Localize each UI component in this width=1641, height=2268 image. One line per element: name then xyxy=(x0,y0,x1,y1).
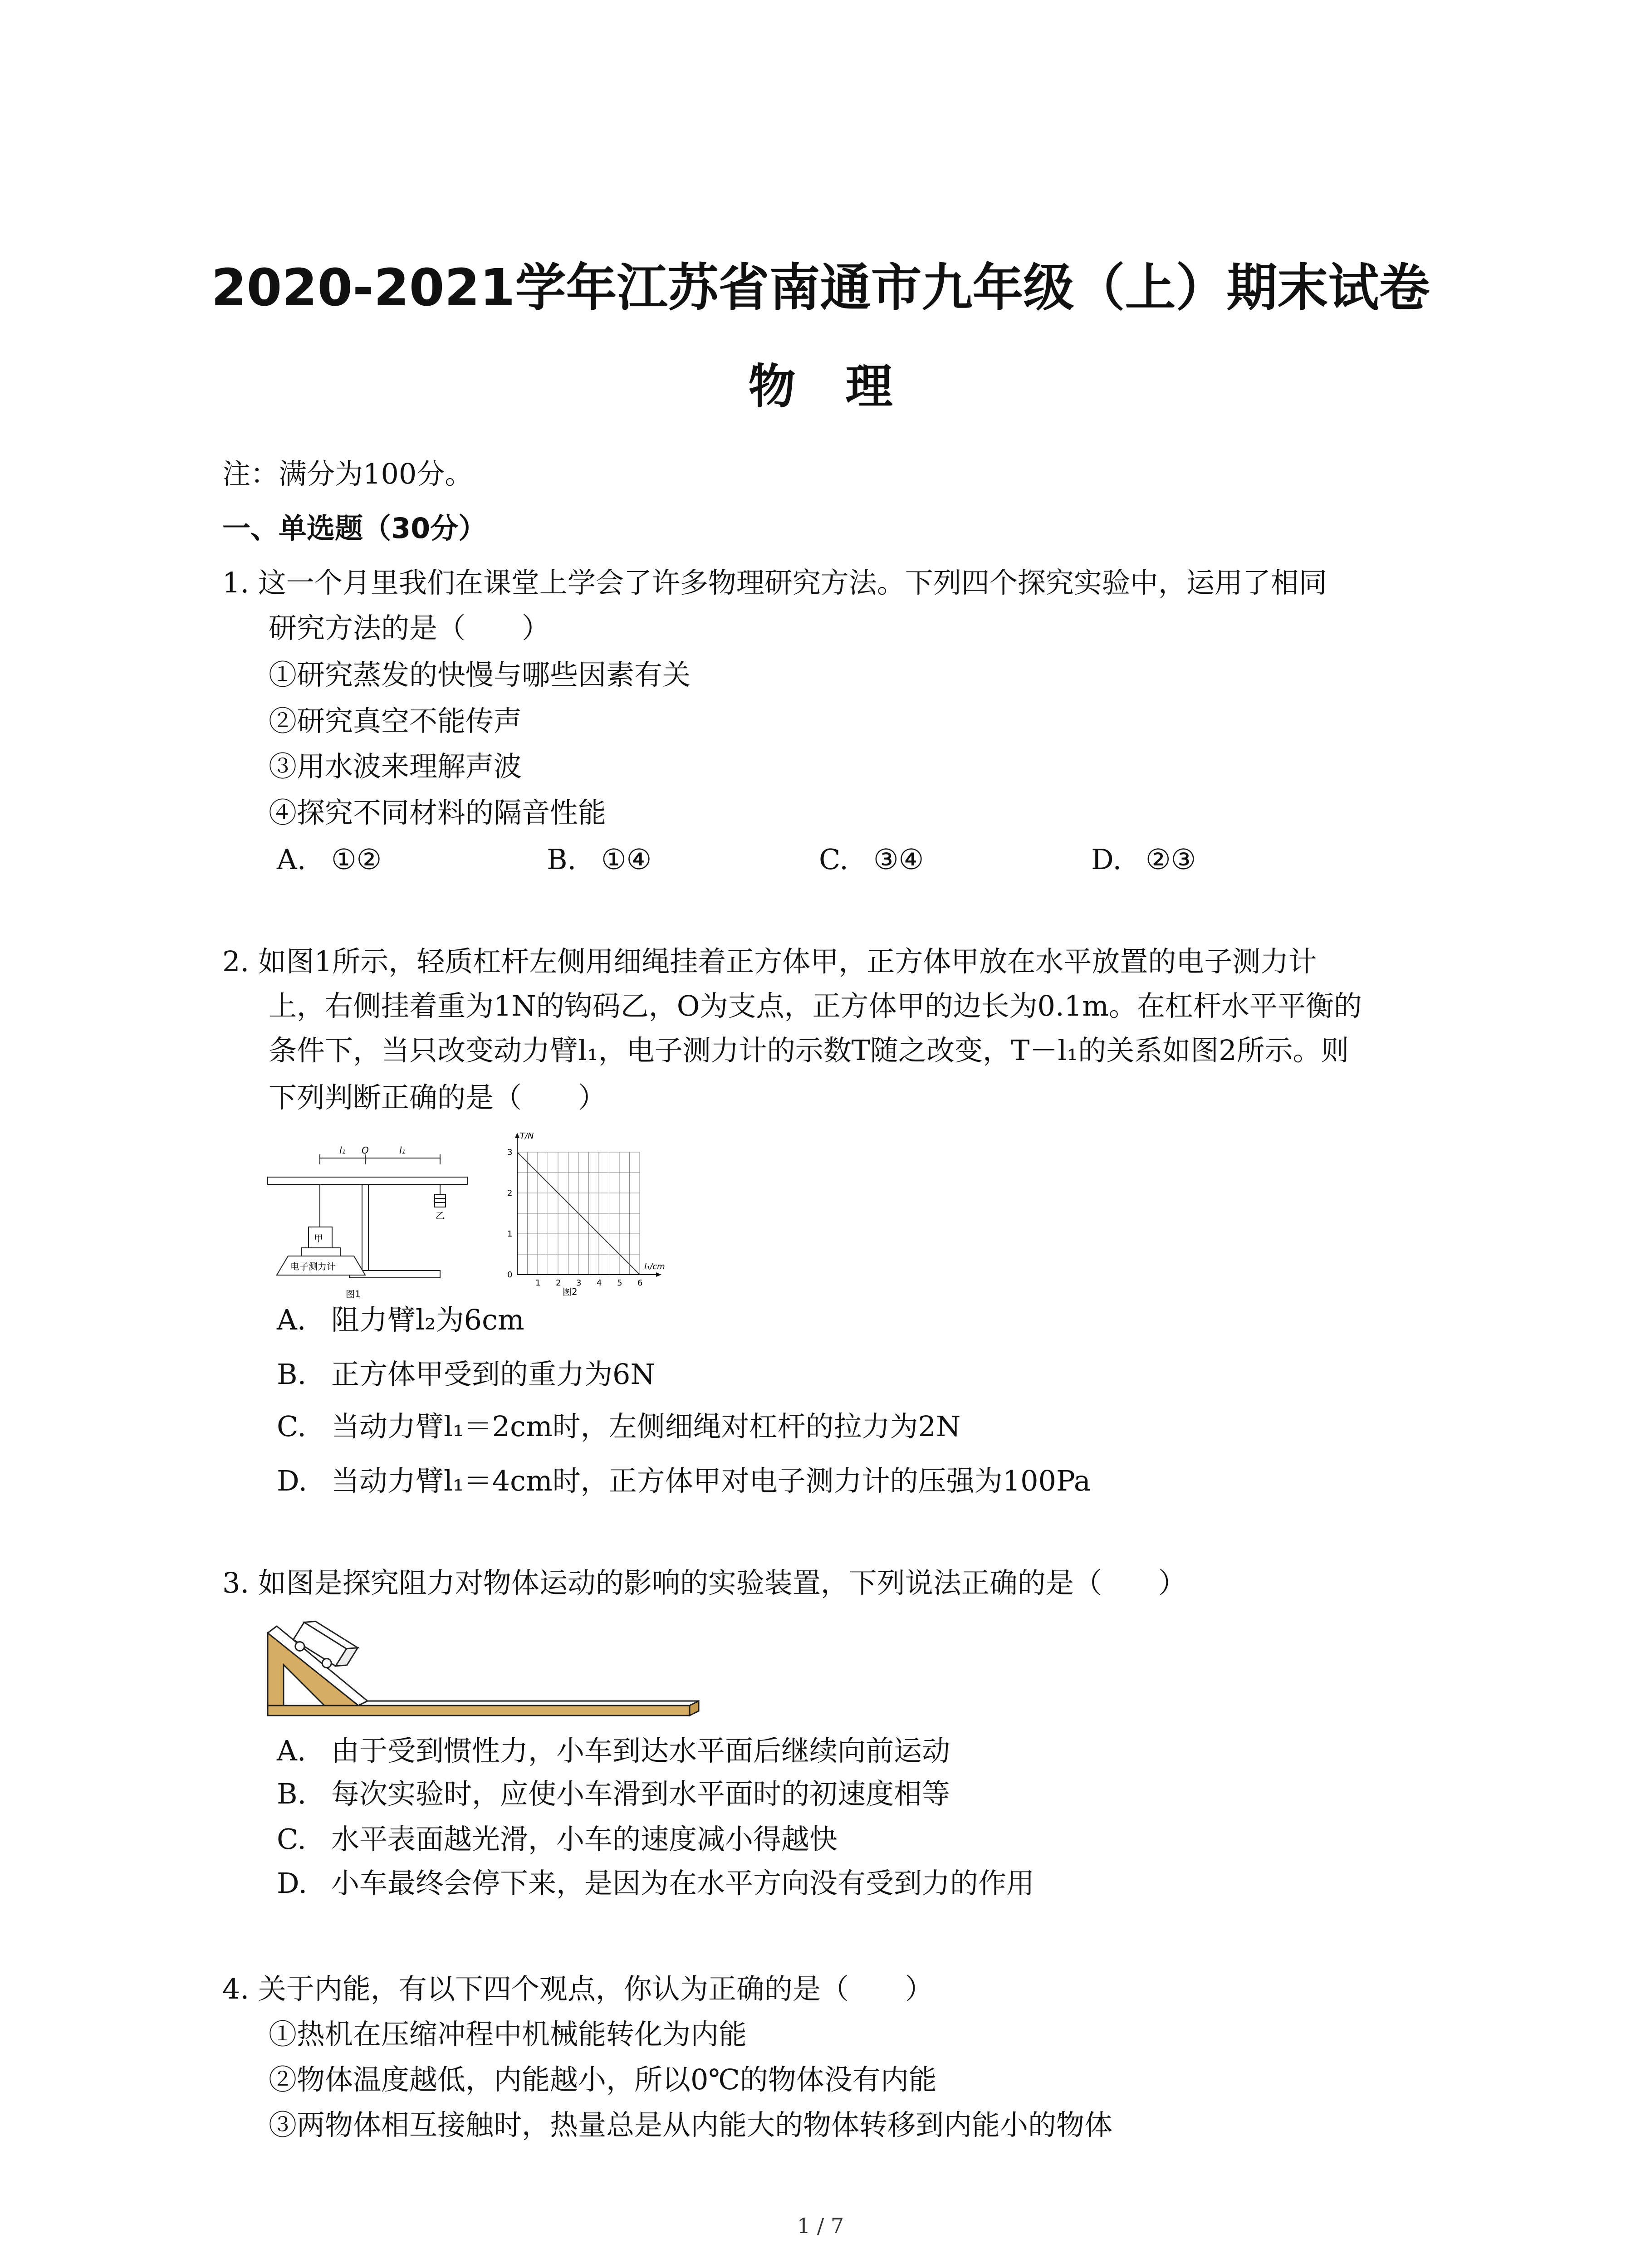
scale-pan xyxy=(302,1248,340,1256)
label-yi: 乙 xyxy=(436,1210,445,1221)
y-axis-label: T/N xyxy=(520,1131,534,1141)
option-letter: D. xyxy=(277,1867,308,1900)
x-tick-label: 5 xyxy=(617,1278,622,1288)
q2-stem-line2: 上，右侧挂着重为1N的钩码乙，O为支点，正方体甲的边长为0.1m。在杠杆水平平衡的 xyxy=(269,989,1362,1022)
option-text: 每次实验时，应使小车滑到水平面时的初速度相等 xyxy=(331,1777,950,1810)
option-letter: C. xyxy=(277,1823,306,1856)
q1-item-2: ②研究真空不能传声 xyxy=(269,704,522,738)
q2-option-b[interactable] xyxy=(277,1356,655,1393)
option-letter: B. xyxy=(547,843,577,876)
horizontal-board xyxy=(268,1706,690,1716)
q1-item-4: ④探究不同材料的隔音性能 xyxy=(269,796,607,829)
option-letter: A. xyxy=(277,1303,306,1336)
q1-option-c[interactable] xyxy=(819,841,924,878)
x-tick-label: 1 xyxy=(535,1278,541,1288)
x-tick-label: 4 xyxy=(597,1278,602,1288)
support-post xyxy=(362,1184,368,1275)
option-text: ②③ xyxy=(1146,843,1196,876)
figure2-caption: 图2 xyxy=(563,1286,578,1297)
q4-stem-line1: 4. 关于内能，有以下四个观点，你认为正确的是（ ） xyxy=(222,1972,933,2005)
q3-option-b[interactable] xyxy=(277,1776,950,1812)
x-tick-label: 3 xyxy=(576,1278,582,1288)
q1-item-1: ①研究蒸发的快慢与哪些因素有关 xyxy=(269,658,691,691)
q3-option-a[interactable] xyxy=(277,1733,950,1769)
q4-item-3: ③两物体相互接触时，热量总是从内能大的物体转移到内能小的物体 xyxy=(269,2108,1113,2141)
q3-stem-line1: 3. 如图是探究阻力对物体运动的影响的实验装置，下列说法正确的是（ ） xyxy=(222,1566,1186,1599)
q1-option-b[interactable] xyxy=(547,841,652,878)
option-text: ①④ xyxy=(601,843,652,876)
y-tick-label: 3 xyxy=(507,1148,513,1157)
label-l1-right: l₁ xyxy=(399,1145,406,1156)
option-letter: D. xyxy=(277,1464,308,1497)
option-text: ③④ xyxy=(873,843,924,876)
option-text: 由于受到惯性力，小车到达水平面后继续向前运动 xyxy=(331,1734,950,1767)
option-text: ①② xyxy=(331,843,382,876)
t-l1-chart xyxy=(490,1129,671,1302)
ramp-figure xyxy=(265,1613,701,1726)
figure1-caption: 图1 xyxy=(346,1289,361,1300)
q2-option-c[interactable] xyxy=(277,1408,960,1445)
label-scale: 电子测力计 xyxy=(290,1261,336,1272)
option-text: 正方体甲受到的重力为6N xyxy=(331,1358,655,1391)
option-text: 小车最终会停下来，是因为在水平方向没有受到力的作用 xyxy=(331,1867,1035,1900)
subject-title: 物理 xyxy=(748,359,943,414)
option-text: 水平表面越光滑，小车的速度减小得越快 xyxy=(331,1823,838,1856)
option-letter: A. xyxy=(277,843,306,876)
option-text: 当动力臂l₁＝4cm时，正方体甲对电子测力计的压强为100Pa xyxy=(331,1464,1091,1497)
x-axis-arrow xyxy=(656,1272,661,1277)
q1-option-a[interactable] xyxy=(277,841,382,878)
option-text: 当动力臂l₁＝2cm时，左侧细绳对杠杆的拉力为2N xyxy=(331,1410,961,1443)
y-axis-arrow xyxy=(515,1133,519,1138)
chart-labels xyxy=(507,1131,665,1288)
weight-yi xyxy=(435,1194,446,1207)
option-letter: A. xyxy=(277,1734,306,1767)
q1-stem-line1: 1. 这一个月里我们在课堂上学会了许多物理研究方法。下列四个探究实验中，运用了相同 xyxy=(222,566,1327,599)
lever-figure xyxy=(263,1136,472,1304)
x-axis-label: l₁/cm xyxy=(644,1262,665,1271)
y-tick-label: 2 xyxy=(507,1188,513,1198)
q2-option-a[interactable] xyxy=(277,1302,524,1338)
option-letter: B. xyxy=(277,1777,307,1810)
label-jia: 甲 xyxy=(314,1233,323,1244)
section-heading: 一、单选题（30分） xyxy=(222,512,487,545)
q4-item-1: ①热机在压缩冲程中机械能转化为内能 xyxy=(269,2018,747,2051)
q4-item-2: ②物体温度越低，内能越小，所以0℃的物体没有内能 xyxy=(269,2063,937,2096)
x-tick-label: 2 xyxy=(556,1278,561,1288)
q1-item-3: ③用水波来理解声波 xyxy=(269,750,522,783)
x-tick-label: 6 xyxy=(637,1278,643,1288)
option-text: 阻力臂l₂为6cm xyxy=(331,1303,524,1336)
option-letter: C. xyxy=(819,843,848,876)
q2-stem-line4: 下列判断正确的是（ ） xyxy=(269,1081,607,1114)
lever-bar xyxy=(268,1177,467,1184)
q2-stem-line1: 2. 如图1所示，轻质杠杆左侧用细绳挂着正方体甲，正方体甲放在水平放置的电子测力计 xyxy=(222,945,1317,978)
y-tick-label: 1 xyxy=(507,1229,513,1239)
q3-option-d[interactable] xyxy=(277,1865,1034,1901)
exam-title: 2020-2021学年江苏省南通市九年级（上）期末试卷 xyxy=(211,259,1430,318)
q2-stem-line3: 条件下，当只改变动力臂l₁，电子测力计的示数T随之改变，T－l₁的关系如图2所示。则 xyxy=(269,1034,1349,1067)
q2-option-d[interactable] xyxy=(277,1463,1091,1499)
score-note: 注：满分为100分。 xyxy=(222,457,473,490)
page-number: 1 / 7 xyxy=(797,2214,844,2238)
q1-option-d[interactable] xyxy=(1091,841,1196,878)
q3-option-c[interactable] xyxy=(277,1821,838,1857)
option-letter: D. xyxy=(1091,843,1122,876)
label-fulcrum: O xyxy=(362,1145,369,1156)
label-l1-left: l₁ xyxy=(339,1145,346,1156)
origin-label: 0 xyxy=(507,1270,513,1280)
option-letter: C. xyxy=(277,1410,306,1443)
q1-stem-line2: 研究方法的是（ ） xyxy=(269,611,550,645)
option-letter: B. xyxy=(277,1358,307,1391)
